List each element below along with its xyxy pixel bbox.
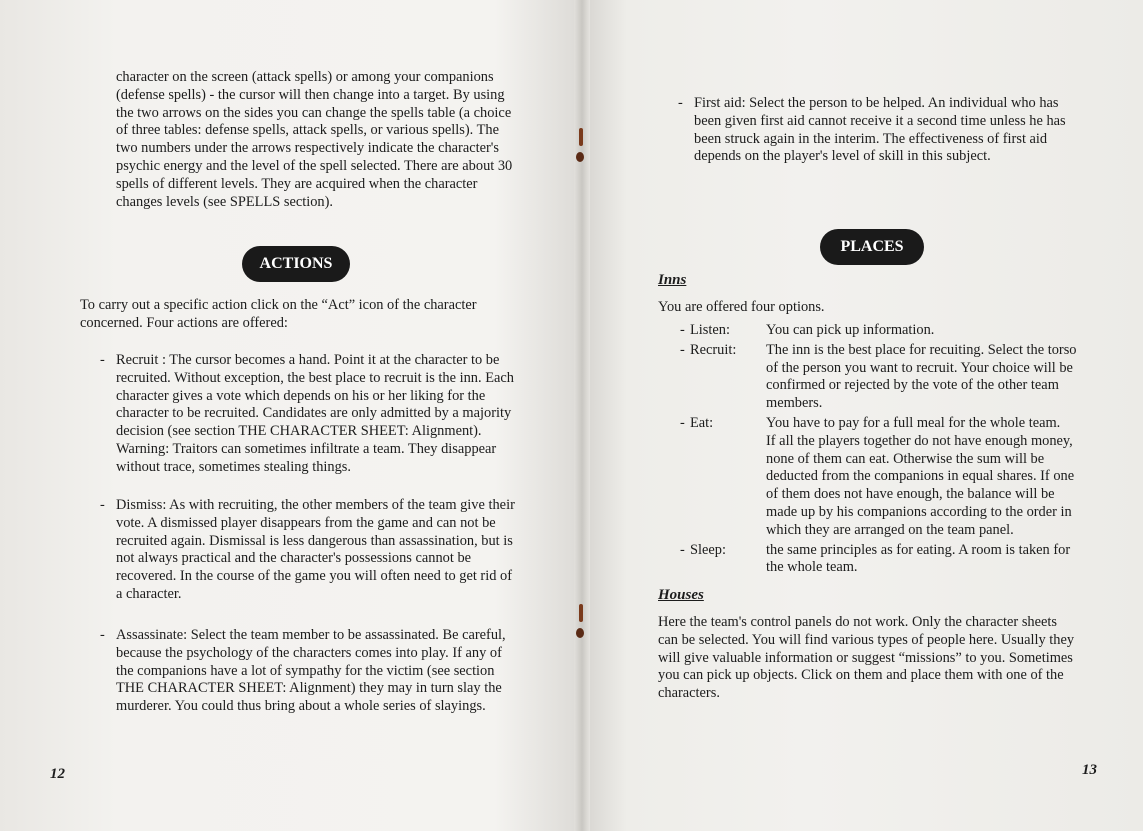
spells-intro-text: [116, 69, 516, 211]
actions-heading: ACTIONS: [242, 246, 350, 282]
dash-icon: -: [680, 414, 685, 431]
option-eat: - Eat: You have to pay for a full meal for the whole team.: [680, 414, 1061, 431]
staple-top-icon: [576, 128, 586, 162]
bullet-assassinate: - Assassinate: Select the team member to be assassinated. Be careful, because the psychology of the characters comes into play. If any of the companions have a lot of sympathy for the victim (see section THE CHARACTER SHEET: Alignment) they may in turn slay the murderer. You could thus bring about a whole series of slayings.: [100, 627, 506, 715]
staple-bottom-icon: [576, 604, 586, 638]
bullet-dismiss: - Dismiss: As with recruiting, the other members of the team give their vote. A dismissed player disappears from the game and can not be recruited again. Dismissal is less dangerous than assassination, but is not always practical and the character's possessions cannot be recovered. In the course of the game you will often need to get rid of a character.: [100, 497, 515, 602]
dash-icon: -: [100, 627, 105, 643]
bullet-recruit: - Recruit : The cursor becomes a hand. Point it at the character to be recruited. Without exception, the best place to recruit is the inn. Each character gives a vote which depends on his or her liking for the character to be recruited. Candidates are only admitted by a majority decision (see section THE CHARACTER SHEET: Alignment). Warning: Traitors can sometimes infiltrate a team. They disappear without trace, sometimes stealing things.: [100, 352, 514, 475]
dash-icon: -: [680, 322, 685, 338]
page-number-right: 13: [1082, 762, 1097, 778]
actions-intro: To carry out a specific action click on the “Act” icon of the character concerned. Four actions are offered:: [80, 297, 477, 331]
dash-icon: -: [100, 352, 105, 368]
option-sleep: - Sleep: the same principles as for eating. A room is taken for the whole team.: [680, 541, 1071, 576]
option-eat-continued: If all the players together do not have enough money, none of them can eat. Otherwise the sum will be deducted from the companions in equal shares. If one of them does not have enough, the balance will be made up by his companions according to the order in which they are arranged on the team panel.: [766, 432, 1075, 538]
inns-intro: You are offered four options.: [658, 299, 825, 315]
right-page: [582, 0, 1143, 831]
option-listen: - Listen: You can pick up information.: [680, 322, 935, 338]
first-aid-text: - First aid: Select the person to be helped. An individual who has been given first aid cannot receive it a second time unless he has been struck again in the interim. The effectiveness of first aid depends on the player's level of skill in this subject.: [678, 95, 1066, 165]
places-heading: PLACES: [820, 229, 924, 265]
spells-paragraph: character on the screen (attack spells) or among your companions (defense spells) - the cursor will then change into a target. By using the two arrows on the sides you can change the spells table (a choice of three tables: defense spells, attack spells, or various spells). The two numbers under the arrows respectively indicate the character's psychic energy and the level of the spell selected. There are about 30 spells of different levels. They are acquired when the character changes levels (see SPELLS section).: [116, 69, 513, 210]
page-number-left: 12: [50, 766, 65, 782]
houses-text: Here the team's control panels do not work. Only the character sheets can be selected. You will find various types of people here. Usually they will give valuable information or suggest “missions” to you. Sometimes you can pick up objects. Click on them and place them with one of the characters.: [658, 614, 1075, 702]
dash-icon: -: [100, 497, 105, 513]
houses-heading: Houses: [658, 587, 704, 603]
inns-heading: Inns: [658, 272, 687, 288]
book-spine-gutter: [574, 0, 590, 831]
dash-icon: -: [680, 341, 685, 358]
dash-icon: -: [678, 95, 683, 111]
dash-icon: -: [680, 541, 685, 558]
inns-options: [680, 322, 1084, 577]
option-recruit: - Recruit: The inn is the best place for recuiting. Select the torso of the person you want to recruit. Your choice will be confirmed or rejected by the vote of the other team members.: [680, 341, 1077, 412]
